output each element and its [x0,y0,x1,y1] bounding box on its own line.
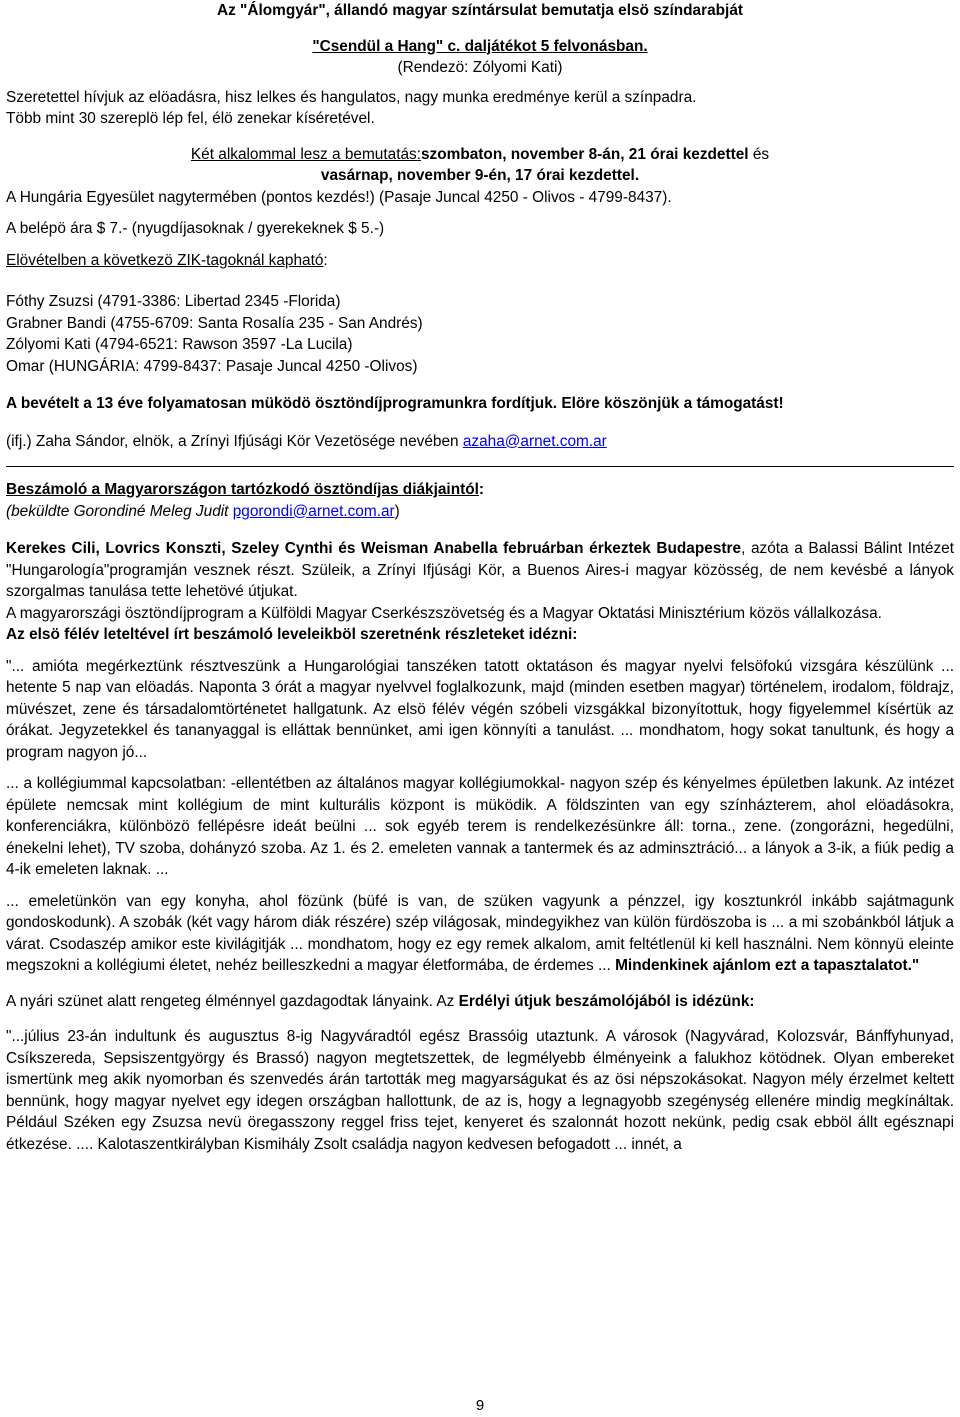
quote-studies: "... amióta megérkeztünk résztveszünk a Hungarológiai tanszéken tatott oktatáson és magyar nyelvi felsöfokú vizsgára készülünk ... hetente 5 nap van elöadás. Naponta 3 órát a magyar nyelvvel foglalkozunk, majd (minden esetben magyar) történelem, irodalom, földrajz, müvészet, zene és társadalomtörténetet hallgatunk. Az elsö félév végén szóbeli vizsgákkal bizonyítottuk, hogy figyelemmel kísértük az órákat. Jegyzetekkel és tananyaggal is elláttak bennünket, ami igen könnyíti a tanulást. ... mondhatom, hogy sokat tanultunk, és hogy a program nagyon jó... [6,657,954,761]
schedule-lead: Két alkalommal lesz a bemutatás: [190,145,421,163]
sender-email-link[interactable]: pgorondi@arnet.com.ar [232,502,395,520]
report-title: Beszámoló a Magyarországon tartózkodó ösztöndíjas diákjaintól [6,481,479,498]
report-title-colon: : [478,481,485,498]
paragraph-1-text: , azóta a Balassi Bálint Intézet "Hungarología"programján vesznek részt. Szüleik, a Zrínyi Ifjúsági Kör, a Buenos Aires-i magyar közösség, de nem kevésbé a lányok szorgalmas tanulása tette lehetövé útjukat. [6,540,954,600]
students-names: Kerekes Cili, Lovrics Konszti, Szeley Cynthi és Weisman Anabella februárban érkeztek Budapestre [6,540,742,557]
presale-colon: : [323,251,328,269]
schedule-sunday: vasárnap, november 9-én, 17 órai kezdettel. [320,167,640,184]
quote-daily-life-text: ... emeletünkön van egy konyha, ahol fözünk (büfé is van, de szüken vagyunk a pénzzel, igy kosztunkról inkább sajátmagunk gondoskodunk). A szobák (két vagy három diák részére) szép világosak, mindegyikhez van külön fürdöszoba is ... a mi szobánkból látjuk a várat. Csodaszép amikor este kivilágitják ... mondhatom, hogy ez egy remek alkalom, amit feltétlenül ki kell használni. Nem könnyü eleinte megszokni a kollégiumi életet, nehéz beilleszkedni a magyar életformába, de érdemes ... [6,892,954,974]
report-paragraph-3: Az elsö félév leteltével írt beszámoló leveleikböl szeretnénk részleteket idézni: [6,626,578,643]
intro-line: Szeretettel hívjuk az elöadásra, hisz lelkes és hangulatos, nagy munka eredménye kerül a színpadra. [6,88,697,106]
sender-open: (beküldte Gorondiné Meleg Judit [6,502,233,520]
page-number: 9 [475,1397,485,1414]
price-line: A belépö ára $ 7.- (nyugdíjasoknak / gyerekeknek $ 5.-) [6,220,385,237]
presale-lead: Elövételben a következö ZIK-tagoknál kapható [6,251,324,269]
report-title-line [6,479,954,501]
contact-item: Fóthy Zsuzsi (4791-3386: Libertad 2345 -Florida) [6,293,341,310]
contact-item: Zólyomi Kati (4794-6521: Rawson 3597 -La Lucila) [6,336,353,353]
signature-line [6,431,954,453]
presale-heading [6,250,954,272]
quote-daily-life-recommendation: Mindenkinek ajánlom ezt a tapasztalatot." [615,957,920,974]
sender-close: ) [394,502,400,520]
section-divider [6,466,954,467]
report-paragraph-1 [6,538,954,603]
event-header [6,0,954,57]
venue-line: A Hungária Egyesület nagytermében (pontos kezdés!) (Pasaje Juncal 4250 - Olivos - 4799-8437). [6,188,672,206]
play-title: "Csendül a Hang" c. daljátékot 5 felvonásban. [312,37,648,55]
summer-bold: Erdélyi útjuk beszámolójából is idézünk: [458,992,755,1010]
presale-contact-list [6,291,954,377]
quote-dormitory: ... a kollégiummal kapcsolatban: -ellentétben az általános magyar kollégiumokkal- nagyon szép és kényelmes épületben lakunk. Az intézet épülete nemcsak mint kollégium de mint kulturális központ is müködik. A földszinten van egy színházterem, ahol elöadásokra, konferenciákra, különbözö fellépésre ideát beülni ... sok egyéb terem is rendelkezésünkre áll: torna., zene. (zongorázni, hegedülni, énekelni lehet), TV szoba, dohányzó szoba. Az 1. és 2. emeleten vannak a tantermek és az adminsztráció... a lányok a 3-ik, a fiúk pedig a 4-ik emeleten laknak. ... [6,775,954,878]
revenue-note: A bevételt a 13 éve folyamatosan müködö ösztöndíjprogramunkra fordítjuk. Elöre köszönjük a támogatást! [6,395,784,412]
schedule-and: és [748,145,770,163]
document-page [6,0,954,1155]
report-sender-line [6,501,954,523]
signature-text: (ifj.) Zaha Sándor, elnök, a Zrínyi Ifjúsági Kör Vezetösége nevében [6,432,463,450]
intro-line: Több mint 30 szereplö lép fel, élö zenekar kíséretével. [6,110,375,127]
signature-email-link[interactable]: azaha@arnet.com.ar [462,432,607,450]
contact-item: Omar (HUNGÁRIA: 4799-8437: Pasaje Juncal 4250 -Olivos) [6,357,418,375]
schedule-saturday: szombaton, november 8-án, 21 órai kezdettel [421,145,749,163]
event-headline: Az "Álomgyár", állandó magyar színtársulat bemutatja elsö színdarabját [216,2,744,19]
intro-text [6,87,954,130]
summer-intro [6,991,954,1013]
summer-text: A nyári szünet alatt rengeteg élménnyel gazdagodtak lányaink. Az [6,992,459,1010]
quote-transylvania: "...július 23-án indultunk és augusztus 8-ig Nagyváradtól egész Brassóig utaztunk. A városok (Nagyvárad, Kolozsvár, Bánffyhunyad, Csíkszereda, Sepsiszentgyörgy és Brassó) nagyon megtetszettek, de legmélyebb élményeink a falukhoz kötödnek. Olyan embereket ismertünk meg akik nyomorban és szenvedés árán tartották meg magyarságukat és az ösi népszokásokat. Nagyon mély érzelmet keltett bennünk, hogy magyar nyelvet egy idegen országban hallottunk, de az is, hogy a legnagyobb szegénység ellenére mindig megkínáltak. Például Széken egy Zsuzsa nevü öregasszony reggel friss tejet, kenyeret és szalonnát hozott nekünk, pedig csak ebböl állt egésznapi étkezése. .... Kalotaszentkirályban Kismihály Zsolt családja nagyon kedvesen befogadott ... innét, a [6,1028,954,1153]
contact-item: Grabner Bandi (4755-6709: Santa Rosalía 235 - San Andrés) [6,314,423,332]
director-line: (Rendezö: Zólyomi Kati) [397,59,563,76]
quote-daily-life [6,891,954,977]
schedule-block [6,144,954,187]
report-paragraph-2: A magyarországi ösztöndíjprogram a Külföldi Magyar Cserkészszövetség és a Magyar Oktatási Minisztérium közös vállalkozása. [6,604,882,622]
